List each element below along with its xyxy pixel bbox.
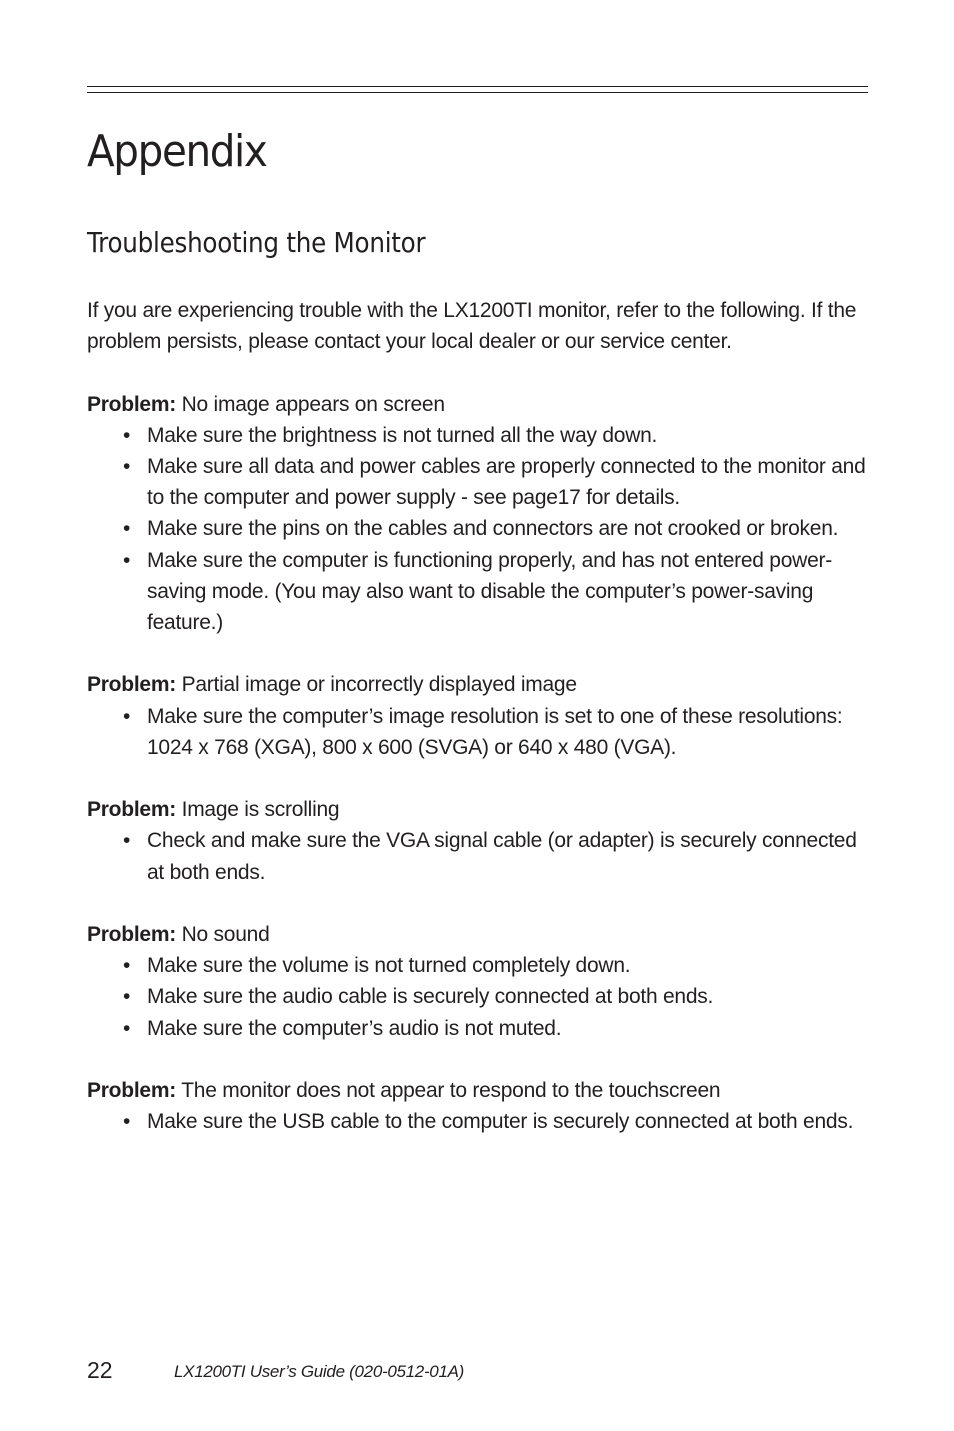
list-item-text: Make sure the computer is functioning properly, and has not entered power-saving mode. (You may also want to disable the computer’s power-saving feature.) [147, 548, 832, 635]
bullet-icon: • [123, 517, 131, 541]
solution-list [87, 701, 872, 763]
problem-heading [87, 1075, 872, 1106]
bullet-icon: • [123, 1110, 131, 1134]
list-item-text: Make sure the computer’s image resolution is set to one of these resolutions: 1024 x 768 (XGA), 800 x 600 (SVGA) or 640 x 480 (VGA). [147, 704, 843, 759]
page-number: 22 [87, 1357, 113, 1383]
problem-heading [87, 389, 872, 420]
problem-section-no-image [87, 389, 872, 639]
list-item [87, 1106, 872, 1137]
list-item [87, 545, 872, 639]
solution-list [87, 825, 872, 887]
list-item [87, 513, 872, 544]
problem-label: Problem: [87, 392, 177, 416]
page-content [87, 295, 872, 1169]
problem-section-touchscreen [87, 1075, 872, 1137]
list-item-text: Make sure the pins on the cables and connectors are not crooked or broken. [147, 517, 839, 541]
list-item-text: Make sure the audio cable is securely connected at both ends. [147, 985, 714, 1009]
solution-list [87, 1106, 872, 1137]
problem-section-partial-image [87, 669, 872, 763]
solution-list [87, 950, 872, 1044]
solution-list [87, 420, 872, 638]
problem-label: Problem: [87, 1079, 177, 1102]
bullet-icon: • [123, 455, 131, 478]
bullet-icon: • [123, 985, 131, 1009]
list-item [87, 701, 872, 763]
list-item-text: Make sure the brightness is not turned all the way down. [147, 423, 658, 447]
problem-section-scrolling [87, 794, 872, 888]
list-item [87, 1013, 872, 1044]
intro-paragraph: If you are experiencing trouble with the LX1200TI monitor, refer to the following. If the problem persists, please contact your local dealer or our service center. [87, 299, 857, 354]
problem-text: No image appears on screen [181, 392, 445, 416]
problem-label: Problem: [87, 798, 177, 822]
footer-guide-title: LX1200TI User’s Guide (020-0512-01A) [174, 1362, 465, 1381]
header-rule-bottom [87, 92, 868, 93]
problem-label: Problem: [87, 673, 177, 697]
list-item-text: Make sure the USB cable to the computer is securely connected at both ends. [147, 1110, 854, 1134]
problem-text: Image is scrolling [181, 798, 340, 822]
header-rule-top [87, 86, 868, 87]
problem-text: Partial image or incorrectly displayed image [181, 673, 577, 697]
bullet-icon: • [123, 954, 131, 978]
bullet-icon: • [123, 1016, 131, 1040]
problem-text: No sound [181, 923, 270, 946]
problem-text: The monitor does not appear to respond to the touchscreen [181, 1079, 721, 1102]
page-title: Appendix [87, 126, 267, 177]
list-item [87, 451, 872, 513]
bullet-icon: • [123, 704, 131, 728]
list-item [87, 981, 872, 1012]
problem-section-no-sound [87, 919, 872, 1044]
list-item-text: Make sure the volume is not turned completely down. [147, 954, 631, 978]
bullet-icon: • [123, 423, 131, 447]
problem-heading [87, 919, 872, 950]
list-item [87, 825, 872, 887]
list-item [87, 420, 872, 451]
problem-label: Problem: [87, 923, 177, 946]
bullet-icon: • [123, 829, 131, 853]
problem-heading [87, 669, 872, 700]
bullet-icon: • [123, 548, 131, 572]
section-title: Troubleshooting the Monitor [87, 226, 426, 259]
problem-heading [87, 794, 872, 825]
list-item-text: Make sure all data and power cables are properly connected to the monitor and to the computer and power supply - see page17 for details. [147, 455, 866, 510]
list-item-text: Check and make sure the VGA signal cable (or adapter) is securely connected at both ends. [147, 829, 857, 884]
list-item-text: Make sure the computer’s audio is not muted. [147, 1016, 562, 1040]
list-item [87, 950, 872, 981]
